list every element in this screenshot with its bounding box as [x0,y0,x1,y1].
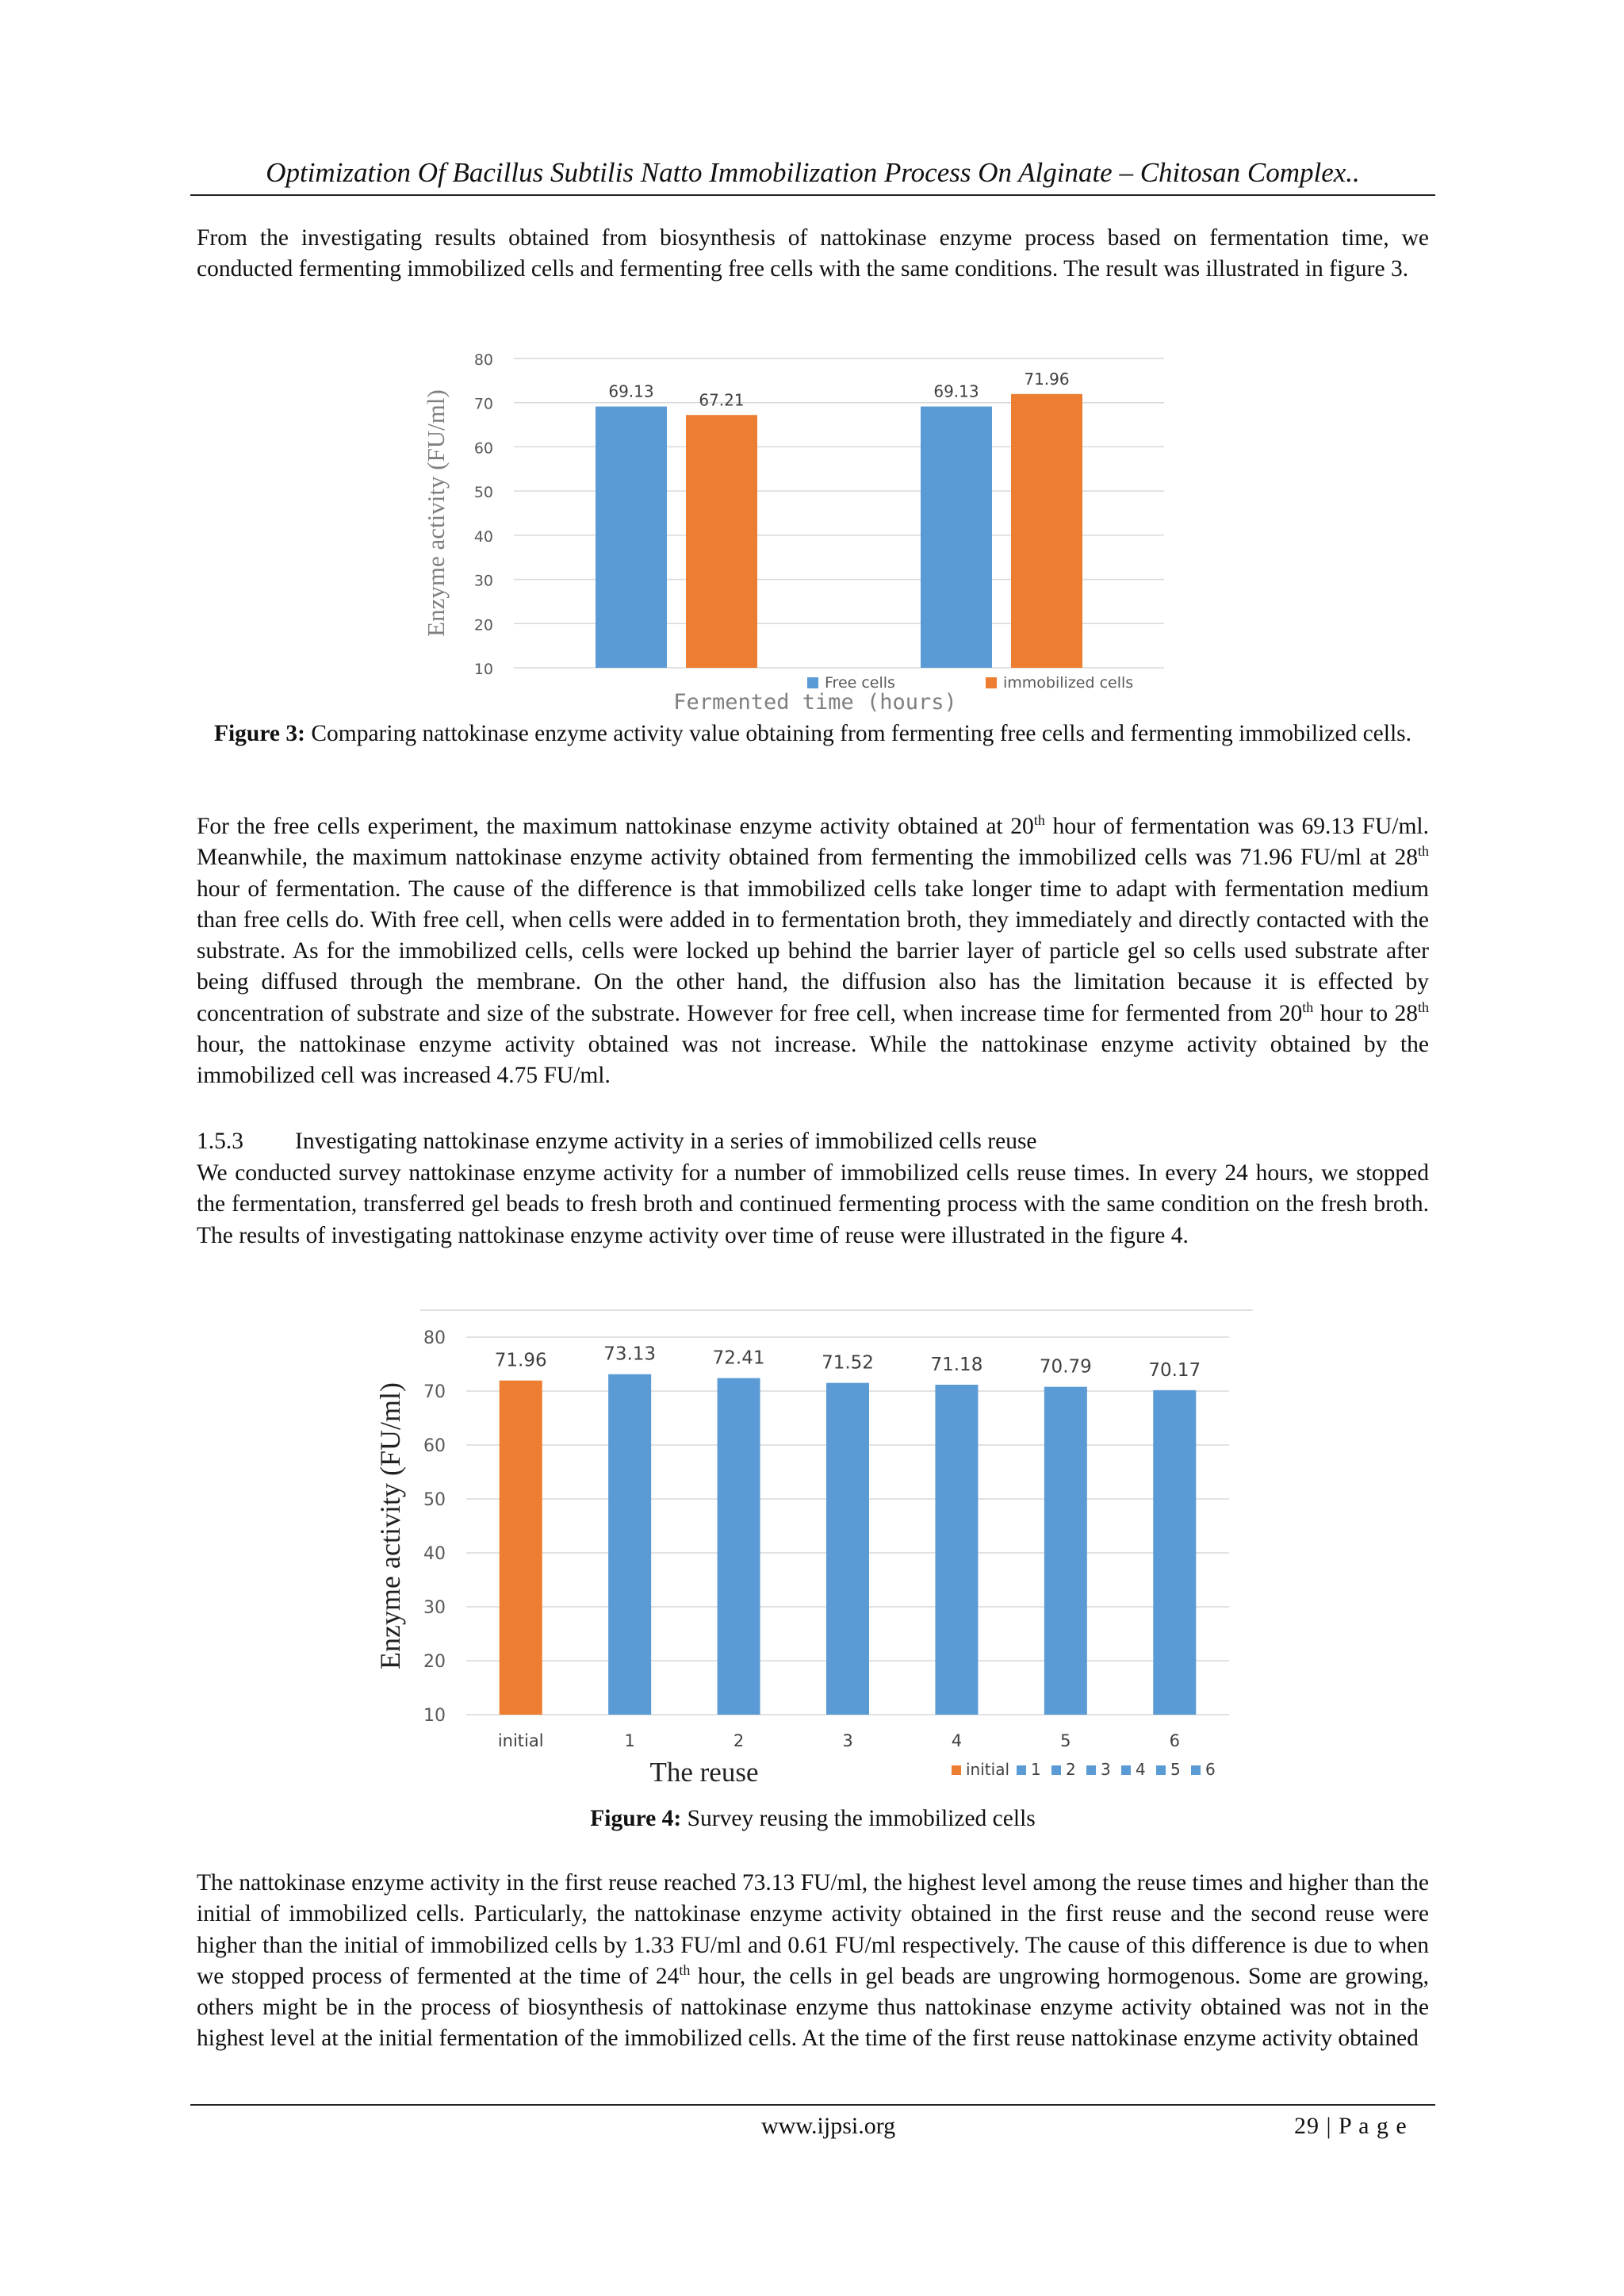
header-divider [190,194,1435,196]
figure-4-label: Figure 4: [590,1806,682,1831]
figure-3-label: Figure 3: [213,721,305,746]
paragraph-reuse-results: The nattokinase enzyme activity in the first reuse reached 73.13 FU/ml, the highest level among the reuse times and higher than the initial of immobilized cells. Particularly, the nattokinase enzyme activity obtained in the first reuse and the second reuse were higher than the initial of immobilized cells by 1.33 FU/ml and 0.61 FU/ml respectively. The cause of this difference is due to when we stopped process of fermented at the time of 24th hour, the cells in gel beads are ungrowing hormogenous. Some are growing, others might be in the process of biosynthesis of nattokinase enzyme thus nattokinase enzyme activity obtained was not in the highest level at the initial fermentation of the immobilized cells. At the time of the first reuse nattokinase enzyme activity obtained [197,1870,1429,2052]
x-tick-label: 1 [624,1731,635,1750]
data-label: 71.96 [494,1350,547,1371]
data-label: 70.79 [1039,1356,1092,1378]
data-label: 69.13 [608,381,654,401]
legend-label: 4 [1136,1760,1146,1779]
legend-swatch [1121,1765,1131,1775]
legend-swatch [1156,1765,1166,1775]
running-header: Optimization Of Bacillus Subtilis Natto Immobilization Process On Alginate – Chitosan Complex.. [266,157,1360,188]
y-axis-title: Enzyme activity (FU/ml) [422,389,450,637]
x-tick-label: 4 [951,1731,963,1750]
x-tick-label: initial [497,1731,544,1750]
legend-label: 5 [1170,1760,1181,1779]
figure-4-caption-text: Survey reusing the immobilized cells [681,1806,1036,1831]
y-tick-label: 40 [473,527,493,546]
x-tick-label: 5 [1060,1731,1071,1750]
legend-swatch [1086,1765,1096,1775]
y-tick-label: 60 [423,1436,446,1456]
bar-reuse-5 [1044,1387,1087,1715]
legend-label: 6 [1205,1760,1216,1779]
bar-immobilized-cells [1011,394,1082,668]
y-tick-label: 20 [473,616,493,634]
legend-swatch [1191,1765,1201,1775]
x-tick-label: 3 [842,1731,853,1750]
y-tick-label: 70 [423,1382,446,1402]
figure-3-chart [419,343,1196,715]
figure-3-caption-text: Comparing nattokinase enzyme activity value obtaining from fermenting free cells and fermenting immobilized cells. [304,721,1412,746]
y-tick-label: 10 [423,1706,446,1726]
x-tick-label: 2 [733,1731,745,1750]
paragraph-intro: From the investigating results obtained from biosynthesis of nattokinase enzyme process based on fermentation time, we conducted fermenting immobilized cells and fermenting free cells with the same conditions. The result was illustrated in figure 3. [197,225,1429,282]
footer-page-number: 29 | P a g e [1294,2113,1408,2139]
data-label: 73.13 [603,1343,657,1365]
legend-label: 1 [1031,1760,1041,1779]
y-tick-label: 60 [473,439,493,458]
bar-reuse-1 [608,1374,651,1715]
section-title: Investigating nattokinase enzyme activity in a series of immobilized cells reuse [295,1129,1037,1154]
data-label: 67.21 [699,390,745,410]
y-tick-label: 30 [423,1598,446,1618]
legend-swatch [807,677,818,688]
legend-label: Free cells [825,674,895,692]
paragraph-results-fig3: For the free cells experiment, the maximum nattokinase enzyme activity obtained at 20th hour of fermentation was 69.13 FU/ml. Meanwhile, the maximum nattokinase enzyme activity obtained from fermenting the immobilized cells was 71.96 FU/ml at 28th hour of fermentation. The cause of the difference is that immobilized cells take longer time to adapt with fermentation medium than free cells do. With free cell, when cells were added in to fermentation broth, they immediately and directly contacted with the substrate. As for the immobilized cells, cells were locked up behind the barrier layer of particle gel so cells used substrate after being diffused through the membrane. On the other hand, the diffusion also has the limitation because it is effected by concentration of substrate and size of the substrate. However for free cell, when increase time for fermented from 20th hour to 28th hour, the nattokinase enzyme activity obtained was not increase. While the nattokinase enzyme activity obtained by the immobilized cell was increased 4.75 FU/ml. [197,812,1429,1089]
footer-url: www.ijpsi.org [761,2113,896,2139]
bar-free-cells [596,407,667,668]
bar-reuse-2 [718,1378,760,1715]
data-label: 70.17 [1148,1359,1201,1381]
x-axis-title: The reuse [649,1757,759,1788]
section-number: 1.5.3 [197,1129,243,1154]
y-tick-label: 10 [473,661,493,678]
x-tick-label: 6 [1169,1731,1180,1750]
bar-reuse-initial [500,1381,542,1715]
legend-swatch [1051,1765,1061,1775]
figure-4-chart [373,1309,1261,1792]
data-label: 71.52 [822,1352,874,1374]
x-axis-title: Fermented time (hours) [673,690,957,715]
data-label: 69.13 [933,381,979,401]
y-tick-label: 50 [423,1490,446,1510]
footer-divider [190,2104,1435,2106]
legend-label: 2 [1066,1760,1076,1779]
paragraph-reuse-method: We conducted survey nattokinase enzyme activity for a number of immobilized cells reuse times. In every 24 hours, we stopped the fermentation, transferred gel beads to fresh broth and continued fermenting process with the same condition on the fresh broth. The results of investigating nattokinase enzyme activity over time of reuse were illustrated in the figure 4. [197,1160,1429,1248]
y-tick-label: 50 [473,484,493,502]
figure-4-svg [373,1309,1261,1792]
figure-4-caption [197,1803,1429,1834]
bar-immobilized-cells [686,415,757,668]
section-heading [197,1126,1429,1157]
bar-reuse-4 [935,1385,978,1715]
y-axis-title: Enzyme activity (FU/ml) [374,1382,406,1669]
data-label: 71.18 [930,1354,983,1375]
y-tick-label: 20 [423,1652,446,1672]
legend-swatch [952,1765,961,1775]
y-tick-label: 40 [423,1544,446,1564]
bar-reuse-6 [1153,1390,1196,1715]
legend-swatch [1017,1765,1026,1775]
legend-label: initial [966,1760,1009,1779]
y-tick-label: 70 [473,395,493,413]
figure-3-caption [197,719,1429,749]
data-label: 71.96 [1024,369,1070,389]
y-tick-label: 80 [423,1328,446,1348]
bar-free-cells [921,407,992,668]
legend-swatch [986,677,997,688]
y-tick-label: 30 [473,572,493,590]
bar-reuse-3 [826,1383,869,1715]
legend-label: 3 [1101,1760,1111,1779]
legend-label: immobilized cells [1003,674,1134,692]
data-label: 72.41 [712,1347,765,1369]
y-tick-label: 80 [473,351,493,369]
figure-3-svg [419,343,1196,715]
